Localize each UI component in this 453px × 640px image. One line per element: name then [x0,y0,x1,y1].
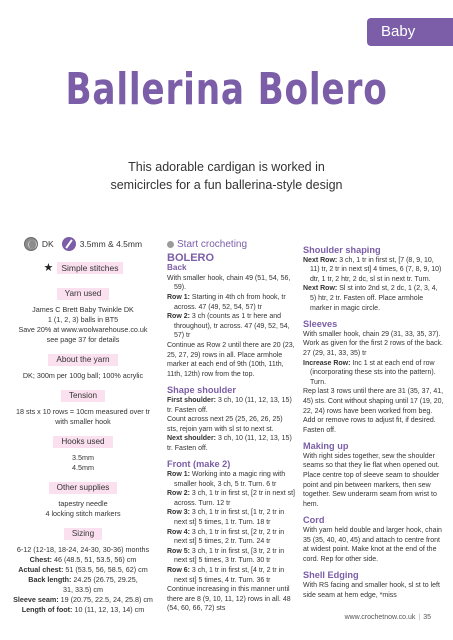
step-key: First shoulder: [167,396,217,404]
sizing-row [8,585,158,595]
pattern-column-right [303,246,445,600]
info-line: 4.5mm [72,463,94,472]
section-label: Tension [61,390,105,402]
pattern-step [167,434,295,453]
sizing-value: 24.25 (26.75, 29.25, [73,575,138,584]
section-label: Other supplies [49,482,118,494]
step-text: 3 ch, 10 (11, 12, 13, 15) tr. Fasten off. [167,396,292,414]
sizing-value: 31, 33.5) cm [63,585,103,594]
shoulder-steps [167,396,295,454]
info-line: 1 (1, 2, 3) balls in BT5 [47,315,119,324]
pattern-step [167,547,295,566]
footer-divider: | [418,614,421,621]
step-text: With RS facing and smaller hook, sl st to left side seam at hem edge, *miss [303,582,440,599]
section-heading: Making up [303,441,349,452]
pattern-step [167,528,295,547]
step-text: With yarn held double and larger hook, chain 35 (35, 40, 40, 45) and attach to centre front at widest point. Make knot at the end of the cord. Rep for other side. [303,527,442,563]
sizing-key: Length of foot: [21,605,73,614]
step-text: 3 ch, 1 tr in first st, [2 tr, 2 tr in next st] 5 times, 2 tr. Turn. 24 tr [174,528,285,546]
start-label: Start crocheting [177,239,248,250]
step-key: Next shoulder: [167,435,217,443]
section-heading: Shape shoulder [167,385,236,396]
pattern-step [167,341,295,379]
page-footer [345,614,431,621]
step-text: With smaller hook, chain 29 (31, 33, 35, 37). Work as given for the first 2 rows of the back. 27 (29, 31, 33, 35) tr [303,330,443,357]
section-label: Sizing [64,528,102,540]
front-steps [167,470,295,614]
step-text: Working into a magic ring with smaller hook, 3 ch, 5 tr. Turn. 6 tr [174,471,286,488]
sizing-value: 10 (11, 12, 13, 14) cm [74,605,145,614]
info-line: DK; 300m per 100g ball; 100% acrylic [22,371,144,380]
hook-size: 3.5mm & 4.5mm [79,239,143,249]
sizing-key: Chest: [29,555,53,564]
yarn-ball-icon [24,237,38,251]
step-text: With right sides together, sew the shoulder seams so that they lie flat when opened out. Place centre top of sleeve seam to shoulder point and pin between markers, then sew together. Sew underarm seam from wrist to hem. [303,452,440,508]
step-text: Rep last 3 rows until there are 31 (35, 37, 41, 45) sts. Cont without shaping until 17 (19, 20, 22, 24) rows have been worked from beg. Add or remove rows to adjust fit, if desired. [303,388,444,425]
sizing-value: 19 (20.75, 22.5, 24, 25.8) cm [60,595,153,604]
sizing-row [8,555,158,565]
intro-text [0,158,453,194]
intro-line: semicircles for a fun ballerina-style design [110,178,343,192]
pattern-step [167,585,295,614]
sizing-section [8,528,158,615]
step-text: 3 ch, 1 tr in first st, [4 tr, 2 tr in next st] 5 times, 4 tr. Turn. 36 tr [174,567,285,584]
info-line: James C Brett Baby Twinkle DK [32,305,134,314]
section-heading: Shoulder shaping [303,245,381,255]
step-text: With smaller hook, chain 49 (51, 54, 56, 59). [167,274,291,292]
intro-line: This adorable cardigan is worked in [128,160,325,174]
pattern-step [167,293,295,312]
section-label: About the yarn [48,354,117,366]
step-key: Row 2: [167,490,190,498]
sizing-key: Actual chest: [18,565,64,574]
pattern-step [303,359,445,388]
pattern-step [167,489,295,508]
start-crocheting-heading [167,240,295,250]
pattern-step [167,508,295,527]
step-text: 3 ch, 10 (11, 12, 13, 15) tr. Fasten off. [167,435,292,452]
section-heading: Cord [303,515,325,526]
pattern-step [167,470,295,489]
footer-url[interactable]: www.crochetnow.co.uk [344,614,416,621]
step-key: Row 3: [167,509,190,517]
info-line: 4 locking stitch markers [45,509,121,518]
info-line: see page 37 for details [46,335,120,344]
step-text: Count across next 25 (25, 26, 26, 25) sts, rejoin yarn with sl st to next st. [167,416,283,433]
pattern-step [303,387,445,425]
section-heading: Shell Edging [303,570,359,581]
sizing-row [8,605,158,615]
sizing-value: 46 (48.5, 51, 53.5, 56) cm [54,555,137,564]
info-line: tapestry needle [58,499,108,508]
bullet-icon [167,241,174,248]
pattern-column-middle [167,240,295,614]
pattern-step [303,256,445,285]
page-number: 35 [423,614,431,621]
other-supplies-section [8,482,158,519]
pattern-heading: BOLERO [167,251,215,264]
step-key: Next Row: [303,285,338,293]
step-key: Row 4: [167,528,190,536]
info-line: 6-12 (12-18, 18-24, 24-30, 30-36) months [16,545,150,554]
yarn-weight: DK [41,239,54,249]
step-text: Sl st into 2nd st, 2 dc, 1 (2, 3, 4, 5) htr, 2 tr. Fasten off. Place armhole marker in magic circle. [310,285,438,312]
step-key: Row 5: [167,547,190,555]
hooks-section [8,436,158,473]
back-steps [167,274,295,380]
pattern-step [303,330,445,359]
step-key: Row 1: [167,293,190,301]
info-line: with smaller hook [55,417,111,426]
step-key: Row 1: [167,471,190,479]
step-text: Continue as Row 2 until there are 20 (23, 25, 27, 29) rows in all. Place armhole marker at each end of 9th (10th, 11th, 11th, 12th) row from the top. [167,341,295,378]
sizing-row [8,565,158,575]
page-title: Ballerina Bolero [65,64,388,115]
info-sidebar [8,236,158,624]
pattern-step [167,415,295,434]
step-text: 3 ch, 1 tr in first st, [3 tr, 2 tr in next st] 5 times, 3 tr. Turn. 30 tr [174,547,285,565]
section-heading: Front (make 2) [167,459,231,470]
pattern-step [303,452,445,510]
yarn-hook-summary [8,236,158,252]
star-icon: ★ [43,262,54,274]
step-key: Row 2: [167,313,190,321]
step-text: Continue increasing in this manner until there are 8 (9, 10, 11, 12) rows in all. 48 (54, 60, 66, 72) sts [167,586,291,613]
crochet-hook-icon [62,237,76,251]
section-tab: Baby [367,18,453,46]
pattern-step [167,396,295,415]
step-text: 3 ch (counts as 1 tr here and throughout), tr across. 47 (49, 52, 54, 57) tr [174,313,290,340]
sizing-row [8,595,158,605]
pattern-step [303,581,445,600]
step-text: Inc 1 st at each end of row (incorporating these sts into the pattern). Turn. [310,359,436,386]
pattern-step [303,284,445,313]
info-line: 3.5mm [72,453,94,462]
step-text: 3 ch, 1 tr in first st, [2 tr in next st] across. Turn. 12 tr [174,490,295,507]
pattern-step [303,526,445,564]
step-text: 3 ch, 1 tr in first st, [1 tr, 2 tr in next st] 5 times, 1 tr. Turn. 18 tr [174,509,285,527]
info-line: Save 20% at www.woolwarehouse.co.uk [18,325,148,334]
step-text: 3 ch, 1 tr in first st, [7 (8, 9, 10, 11) tr, 2 tr in next st] 4 times, 6 (7, 8, 9, 10) dtr, 1 tr, 2 htr, 2 dc, sl st in next tr. Turn. [310,256,442,283]
skill-level [8,262,158,274]
step-key: Next Row: [303,256,338,264]
section-heading: Back [167,263,187,273]
section-label: Yarn used [57,288,110,300]
pattern-step [167,312,295,341]
section-label: Hooks used [53,436,112,448]
sizing-row [8,575,158,585]
tension-section [8,390,158,427]
step-text: Starting in 4th ch from hook, tr across. 47 (49, 52, 54, 57) tr [174,293,286,311]
sizing-key: Back length: [28,575,72,584]
step-key: Increase Row: [303,359,351,367]
pattern-step [303,426,445,436]
sizing-value: 51 (53.5, 56, 58.5, 62) cm [65,565,148,574]
pattern-step [167,566,295,585]
shoulder-shaping-steps [303,256,445,314]
info-line: 18 sts x 10 rows = 10cm measured over tr [15,407,151,416]
step-key: Row 6: [167,567,190,574]
skill-label: Simple stitches [57,262,122,274]
about-yarn-section [8,354,158,381]
yarn-used-section [8,288,158,345]
step-text: Fasten off. [303,426,336,434]
sizing-key: Sleeve seam: [13,595,59,604]
pattern-step [167,274,295,293]
sleeves-steps [303,330,445,436]
section-heading: Sleeves [303,319,338,330]
